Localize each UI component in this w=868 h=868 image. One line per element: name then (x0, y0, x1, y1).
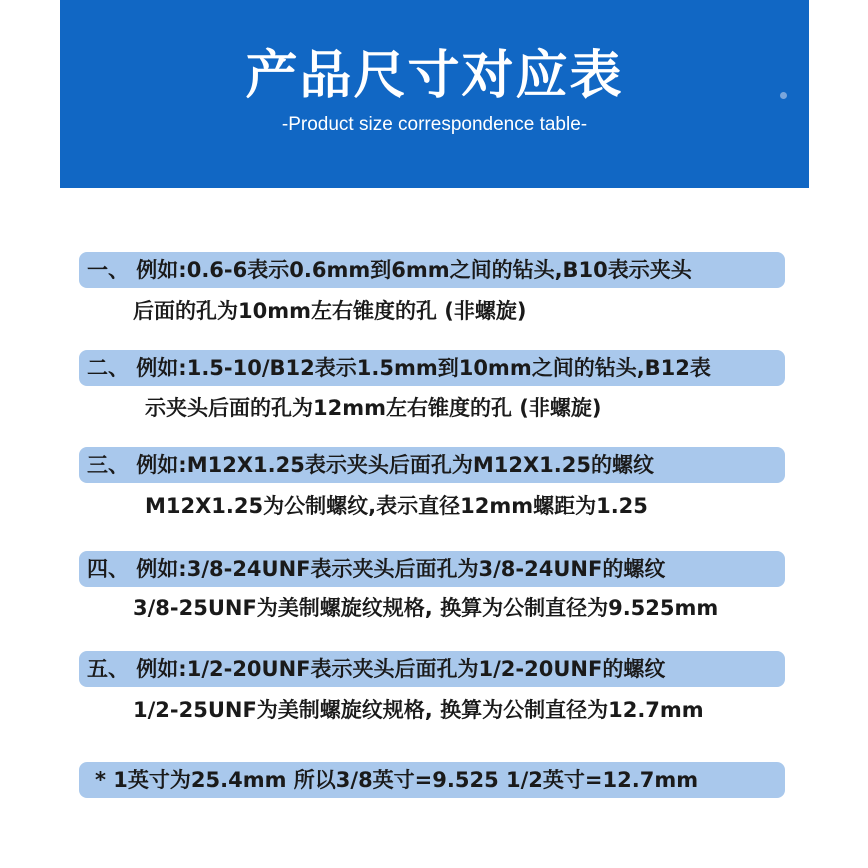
item-1-line-2: 后面的孔为10mm左右锥度的孔 (非螺旋) (133, 299, 527, 323)
item-2-line-1: 二、 例如:1.5-10/B12表示1.5mm到10mm之间的钻头,B12表 (87, 356, 711, 380)
item-2-line-2: 示夹头后面的孔为12mm左右锥度的孔 (非螺旋) (145, 396, 602, 420)
decorative-dot (780, 92, 787, 99)
page-title: 产品尺寸对应表 (245, 46, 624, 106)
item-3-line-2: M12X1.25为公制螺纹,表示直径12mm螺距为1.25 (145, 494, 648, 518)
inch-conversion-note: * 1英寸为25.4mm 所以3/8英寸=9.525 1/2英寸=12.7mm (95, 768, 699, 792)
item-4-line-2: 3/8-25UNF为美制螺旋纹规格, 换算为公制直径为9.525mm (133, 596, 719, 620)
item-5-line-1: 五、 例如:1/2-20UNF表示夹头后面孔为1/2-20UNF的螺纹 (87, 657, 666, 681)
page-subtitle: -Product size correspondence table- (281, 114, 588, 135)
item-3-line-1: 三、 例如:M12X1.25表示夹头后面孔为M12X1.25的螺纹 (87, 453, 654, 477)
item-5-line-2: 1/2-25UNF为美制螺旋纹规格, 换算为公制直径为12.7mm (133, 698, 704, 722)
item-1-line-1: 一、 例如:0.6-6表示0.6mm到6mm之间的钻头,B10表示夹头 (87, 258, 692, 282)
header-banner (60, 0, 809, 188)
item-4-line-1: 四、 例如:3/8-24UNF表示夹头后面孔为3/8-24UNF的螺纹 (87, 557, 666, 581)
